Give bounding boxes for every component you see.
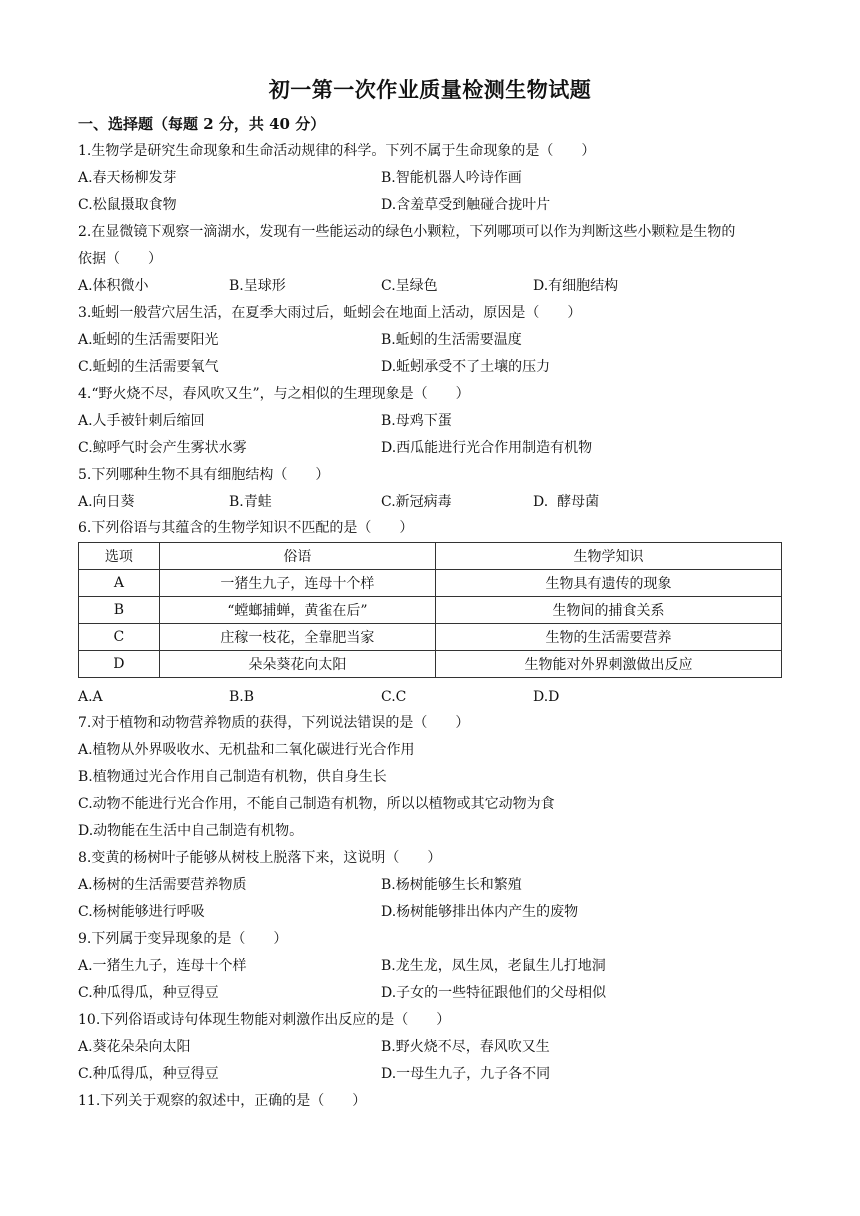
proverb-table	[78, 542, 782, 678]
table-header-cell: 选项	[79, 543, 160, 570]
q7-option-d: D.动物能在生活中自己制造有机物。	[78, 823, 304, 839]
table-cell: 生物具有遗传的现象	[436, 570, 782, 597]
table-header-row	[79, 543, 782, 570]
q10-option-c: C.种瓜得瓜，种豆得豆	[78, 1066, 219, 1082]
table-cell: B	[79, 597, 160, 624]
q6-option-b: B.B	[229, 689, 255, 705]
q3-option-d: D.蚯蚓承受不了土壤的压力	[381, 359, 551, 375]
q10-option-b: B.野火烧不尽，春风吹又生	[381, 1039, 550, 1055]
question-5-stem: 5.下列哪种生物不具有细胞结构（ ）	[78, 467, 330, 483]
table-cell: A	[79, 570, 160, 597]
q5-option-a: A.向日葵	[78, 494, 135, 510]
question-9-stem: 9.下列属于变异现象的是（ ）	[78, 931, 288, 947]
question-6-stem: 6.下列俗语与其蕴含的生物学知识不匹配的是（ ）	[78, 520, 414, 536]
table-cell: 生物能对外界刺激做出反应	[436, 651, 782, 678]
section-heading: 一、选择题（每题 2 分，共 40 分）	[78, 115, 326, 133]
question-3-stem: 3.蚯蚓一般营穴居生活，在夏季大雨过后，蚯蚓会在地面上活动，原因是（ ）	[78, 305, 582, 321]
question-1-stem: 1.生物学是研究生命现象和生命活动规律的科学。下列不属于生命现象的是（ ）	[78, 143, 596, 159]
q4-option-c: C.鲸呼气时会产生雾状水雾	[78, 440, 247, 456]
table-cell: C	[79, 624, 160, 651]
q8-option-d: D.杨树能够排出体内产生的废物	[381, 904, 579, 920]
q4-option-a: A.人手被针刺后缩回	[78, 413, 205, 429]
page-title: 初一第一次作业质量检测生物试题	[268, 77, 592, 102]
table-header-cell: 俗语	[159, 543, 435, 570]
q5-option-d: D. 酵母菌	[533, 494, 600, 510]
q8-option-a: A.杨树的生活需要营养物质	[78, 877, 247, 893]
table-row	[79, 624, 782, 651]
question-11-stem: 11.下列关于观察的叙述中，正确的是（ ）	[78, 1093, 367, 1109]
q9-option-d: D.子女的一些特征跟他们的父母相似	[381, 985, 607, 1001]
q1-option-d: D.含羞草受到触碰合拢叶片	[381, 197, 551, 213]
table-cell: D	[79, 651, 160, 678]
q2-option-b: B.呈球形	[229, 278, 286, 294]
table-cell: 庄稼一枝花，全靠肥当家	[159, 624, 435, 651]
q7-option-b: B.植物通过光合作用自己制造有机物，供自身生长	[78, 769, 387, 785]
table-cell: 一猪生九子，连母十个样	[159, 570, 435, 597]
q4-option-d: D.西瓜能进行光合作用制造有机物	[381, 440, 593, 456]
q7-option-c: C.动物不能进行光合作用，不能自己制造有机物，所以以植物或其它动物为食	[78, 796, 555, 812]
table-cell: 生物间的捕食关系	[436, 597, 782, 624]
q10-option-d: D.一母生九子，九子各不同	[381, 1066, 551, 1082]
q8-option-b: B.杨树能够生长和繁殖	[381, 877, 522, 893]
q7-option-a: A.植物从外界吸收水、无机盐和二氧化碳进行光合作用	[78, 742, 415, 758]
q1-option-b: B.智能机器人吟诗作画	[381, 170, 522, 186]
q6-option-d: D.D	[533, 689, 560, 705]
q3-option-b: B.蚯蚓的生活需要温度	[381, 332, 522, 348]
question-10-stem: 10.下列俗语或诗句体现生物能对刺激作出反应的是（ ）	[78, 1012, 451, 1028]
q6-option-c: C.C	[381, 689, 407, 705]
q2-option-a: A.体积微小	[78, 278, 149, 294]
question-2-stem-cont: 依据（ ）	[78, 251, 162, 267]
q4-option-b: B.母鸡下蛋	[381, 413, 452, 429]
question-8-stem: 8.变黄的杨树叶子能够从树枝上脱落下来，这说明（ ）	[78, 850, 442, 866]
q1-option-c: C.松鼠摄取食物	[78, 197, 177, 213]
q3-option-c: C.蚯蚓的生活需要氧气	[78, 359, 219, 375]
table-row	[79, 570, 782, 597]
q2-option-d: D.有细胞结构	[533, 278, 619, 294]
table-cell: “螳螂捕蝉，黄雀在后”	[159, 597, 435, 624]
q9-option-a: A.一猪生九子，连母十个样	[78, 958, 247, 974]
q2-option-c: C.呈绿色	[381, 278, 438, 294]
q10-option-a: A.葵花朵朵向太阳	[78, 1039, 191, 1055]
table-header-cell: 生物学知识	[436, 543, 782, 570]
q6-option-a: A.A	[78, 689, 103, 705]
q9-option-b: B.龙生龙，凤生凤，老鼠生儿打地洞	[381, 958, 606, 974]
q1-option-a: A.春天杨柳发芽	[78, 170, 177, 186]
q5-option-c: C.新冠病毒	[381, 494, 452, 510]
question-2-stem: 2.在显微镜下观察一滴湖水，发现有一些能运动的绿色小颗粒，下列哪项可以作为判断这些小颗粒是生物的	[78, 224, 736, 240]
question-4-stem: 4.“野火烧不尽，春风吹又生”，与之相似的生理现象是（ ）	[78, 386, 470, 402]
question-7-stem: 7.对于植物和动物营养物质的获得，下列说法错误的是（ ）	[78, 715, 470, 731]
table-row	[79, 651, 782, 678]
table-cell: 朵朵葵花向太阳	[159, 651, 435, 678]
q9-option-c: C.种瓜得瓜，种豆得豆	[78, 985, 219, 1001]
q8-option-c: C.杨树能够进行呼吸	[78, 904, 205, 920]
table-row	[79, 597, 782, 624]
table-cell: 生物的生活需要营养	[436, 624, 782, 651]
q3-option-a: A.蚯蚓的生活需要阳光	[78, 332, 219, 348]
q5-option-b: B.青蛙	[229, 494, 272, 510]
